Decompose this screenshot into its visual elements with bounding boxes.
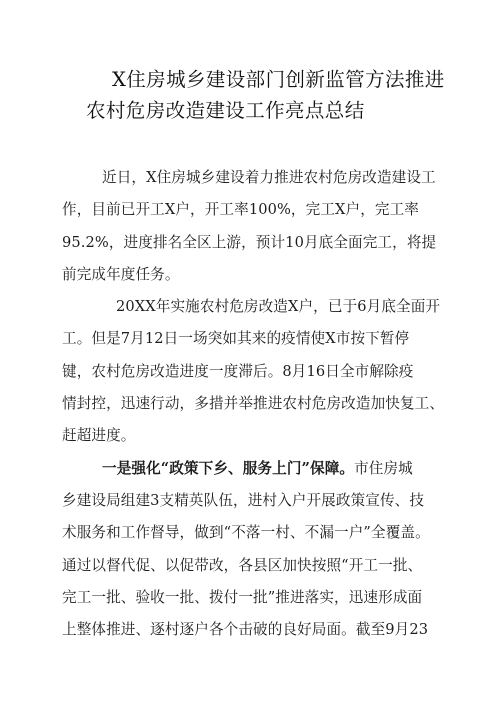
text-line: 情封控，迅速行动，多措并举推进农村危房改造加快复工、 xyxy=(62,395,445,413)
text-line: 通过以督代促、以促带改，各县区加快按照“开工一批、 xyxy=(62,556,423,574)
text-line: 术服务和工作督导，做到“不落一村、不漏一户”全覆盖。 xyxy=(62,524,430,542)
text-line: 键，农村危房改造进度一度滞后。8月16日全市解除疫 xyxy=(62,362,414,380)
text-line: 工。但是7月12日一场突如其来的疫情使X市按下暂停 xyxy=(62,330,410,348)
document-body xyxy=(62,162,445,646)
text-line: 20XX年实施农村危房改造X户，已于6月底全面开 xyxy=(116,298,441,316)
text-segment: 市住房城 xyxy=(354,459,413,477)
text-line: 完工一批、验收一批、拨付一批”推进落实，迅速形成面 xyxy=(62,588,423,606)
title-line-2: 农村危房改造建设工作亮点总结 xyxy=(86,99,365,122)
text-line: 作，目前已开工X户，开工率100%，完工X户，完工率 xyxy=(62,201,419,219)
document-title xyxy=(86,64,446,126)
text-line xyxy=(62,453,438,485)
title-line-1: X住房城乡建设部门创新监管方法推进 xyxy=(112,68,445,91)
text-line: 乡建设局组建3支精英队伍，进村入户开展政策宣传、技 xyxy=(62,491,425,509)
paragraph-background xyxy=(62,291,445,452)
paragraph-measure-one xyxy=(62,453,438,647)
text-line: 95.2%，进度排名全区上游，预计10月底全面完工，将提 xyxy=(62,233,437,251)
text-line: 赶超进度。 xyxy=(62,427,136,445)
text-line: 前完成年度任务。 xyxy=(62,265,180,283)
paragraph-lead-heading: 一是强化“政策下乡、服务上门”保障。 xyxy=(102,459,355,477)
text-line: 近日，X住房城乡建设着力推进农村危房改造建设工 xyxy=(102,169,436,186)
text-line: 上整体推进、逐村逐户各个击破的良好局面。截至9月23 xyxy=(62,621,429,639)
paragraph-intro xyxy=(62,162,438,291)
